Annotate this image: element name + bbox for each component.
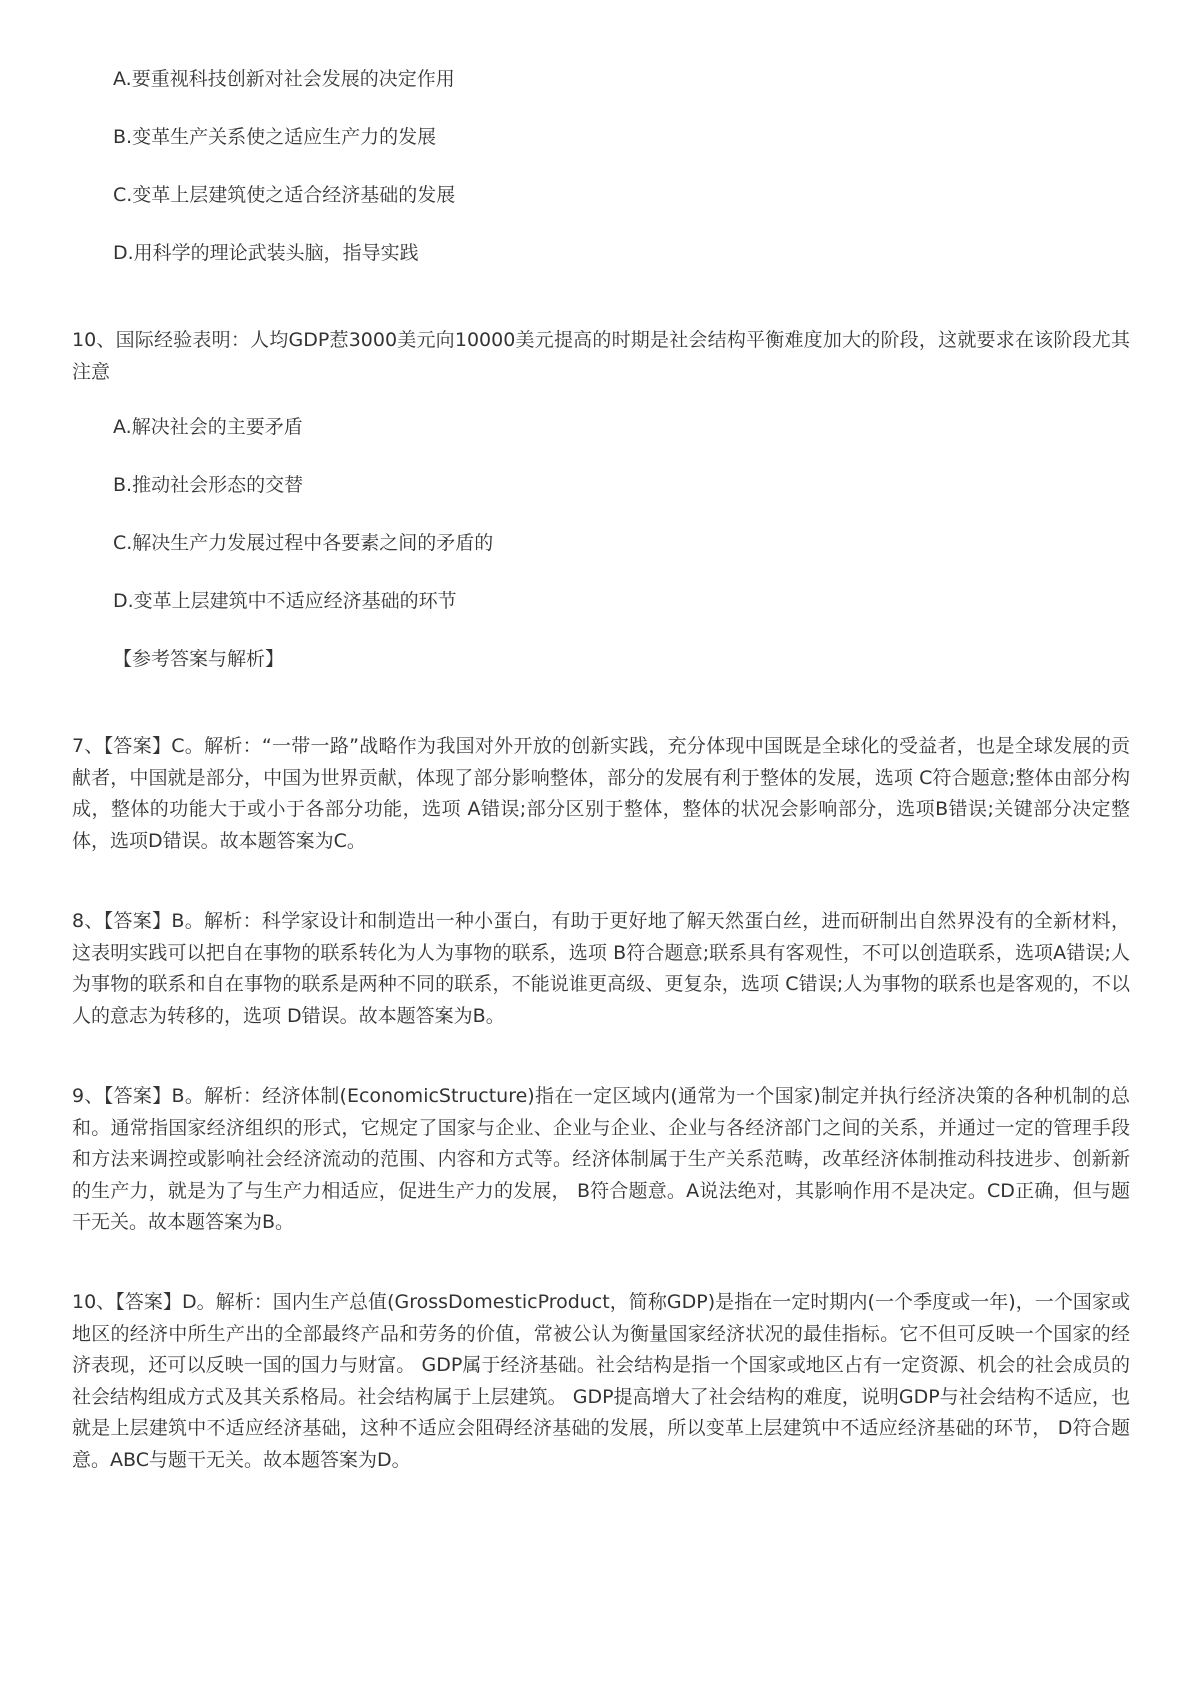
answer-8: 8、【答案】B。解析：科学家设计和制造出一种小蛋白，有助于更好地了解天然蛋白丝，进而研制出自然界没有的全新材料，这表明实践可以把自在事物的联系转化为人为事物的联系，选项 B符合题意;联系具有客观性，不可以创造联系，选项A错误;人为事物的联系和自在事物的联系是两种不同的联系，不能说谁更高级、更复杂，选项 C错误;人为事物的联系也是客观的，不以人的意志为转移的，选项 D错误。故本题答案为B。 bbox=[72, 910, 1130, 1027]
q9-option-d: D.用科学的理论武装头脑，指导实践 bbox=[113, 242, 419, 264]
q10-option-a: A.解决社会的主要矛盾 bbox=[113, 416, 303, 438]
q10-option-c: C.解决生产力发展过程中各要素之间的矛盾的 bbox=[113, 532, 494, 554]
answer-9: 9、【答案】B。解析：经济体制(EconomicStructure)指在一定区域内(通常为一个国家)制定并执行经济决策的各种机制的总和。通常指国家经济组织的形式，它规定了国家与企业、企业与企业、企业与各经济部门之间的关系，并通过一定的管理手段和方法来调控或影响社会经济流动的范围、内容和方式等。经济体制属于生产关系范畴，改革经济体制推动科技进步、创新新的生产力，就是为了与生产力相适应，促进生产力的发展， B符合题意。A说法绝对，其影响作用不是决定。CD正确，但与题干无关。故本题答案为B。 bbox=[72, 1085, 1130, 1233]
answers-heading: 【参考答案与解析】 bbox=[113, 648, 285, 670]
q9-option-b: B.变革生产关系使之适应生产力的发展 bbox=[113, 126, 437, 148]
q10-option-d: D.变革上层建筑中不适应经济基础的环节 bbox=[113, 590, 457, 612]
q9-option-a: A.要重视科技创新对社会发展的决定作用 bbox=[113, 68, 455, 90]
q9-option-c: C.变革上层建筑使之适合经济基础的发展 bbox=[113, 184, 456, 206]
answer-10: 10、【答案】D。解析：国内生产总值(GrossDomesticProduct，简称GDP)是指在一定时期内(一个季度或一年)，一个国家或地区的经济中所生产出的全部最终产品和劳务的价值，常被公认为衡量国家经济状况的最佳指标。它不但可反映一个国家的经济表现，还可以反映一国的国力与财富。 GDP属于经济基础。社会结构是指一个国家或地区占有一定资源、机会的社会成员的社会结构组成方式及其关系格局。社会结构属于上层建筑。 GDP提高增大了社会结构的难度，说明GDP与社会结构不适应，也就是上层建筑中不适应经济基础，这种不适应会阻碍经济基础的发展，所以变革上层建筑中不适应经济基础的环节， D符合题意。ABC与题干无关。故本题答案为D。 bbox=[72, 1291, 1130, 1471]
q10-stem: 10、国际经验表明：人均GDP惹3000美元向10000美元提高的时期是社会结构平衡难度加大的阶段，这就要求在该阶段尤其注意 bbox=[72, 329, 1130, 383]
answer-7: 7、【答案】C。解析：“一带一路”战略作为我国对外开放的创新实践，充分体现中国既是全球化的受益者，也是全球发展的贡献者，中国就是部分，中国为世界贡献，体现了部分影响整体，部分的发展有利于整体的发展，选项 C符合题意;整体由部分构成，整体的功能大于或小于各部分功能，选项 A错误;部分区别于整体，整体的状况会影响部分，选项B错误;关键部分决定整体，选项D错误。故本题答案为C。 bbox=[72, 735, 1130, 852]
q10-option-b: B.推动社会形态的交替 bbox=[113, 474, 304, 496]
